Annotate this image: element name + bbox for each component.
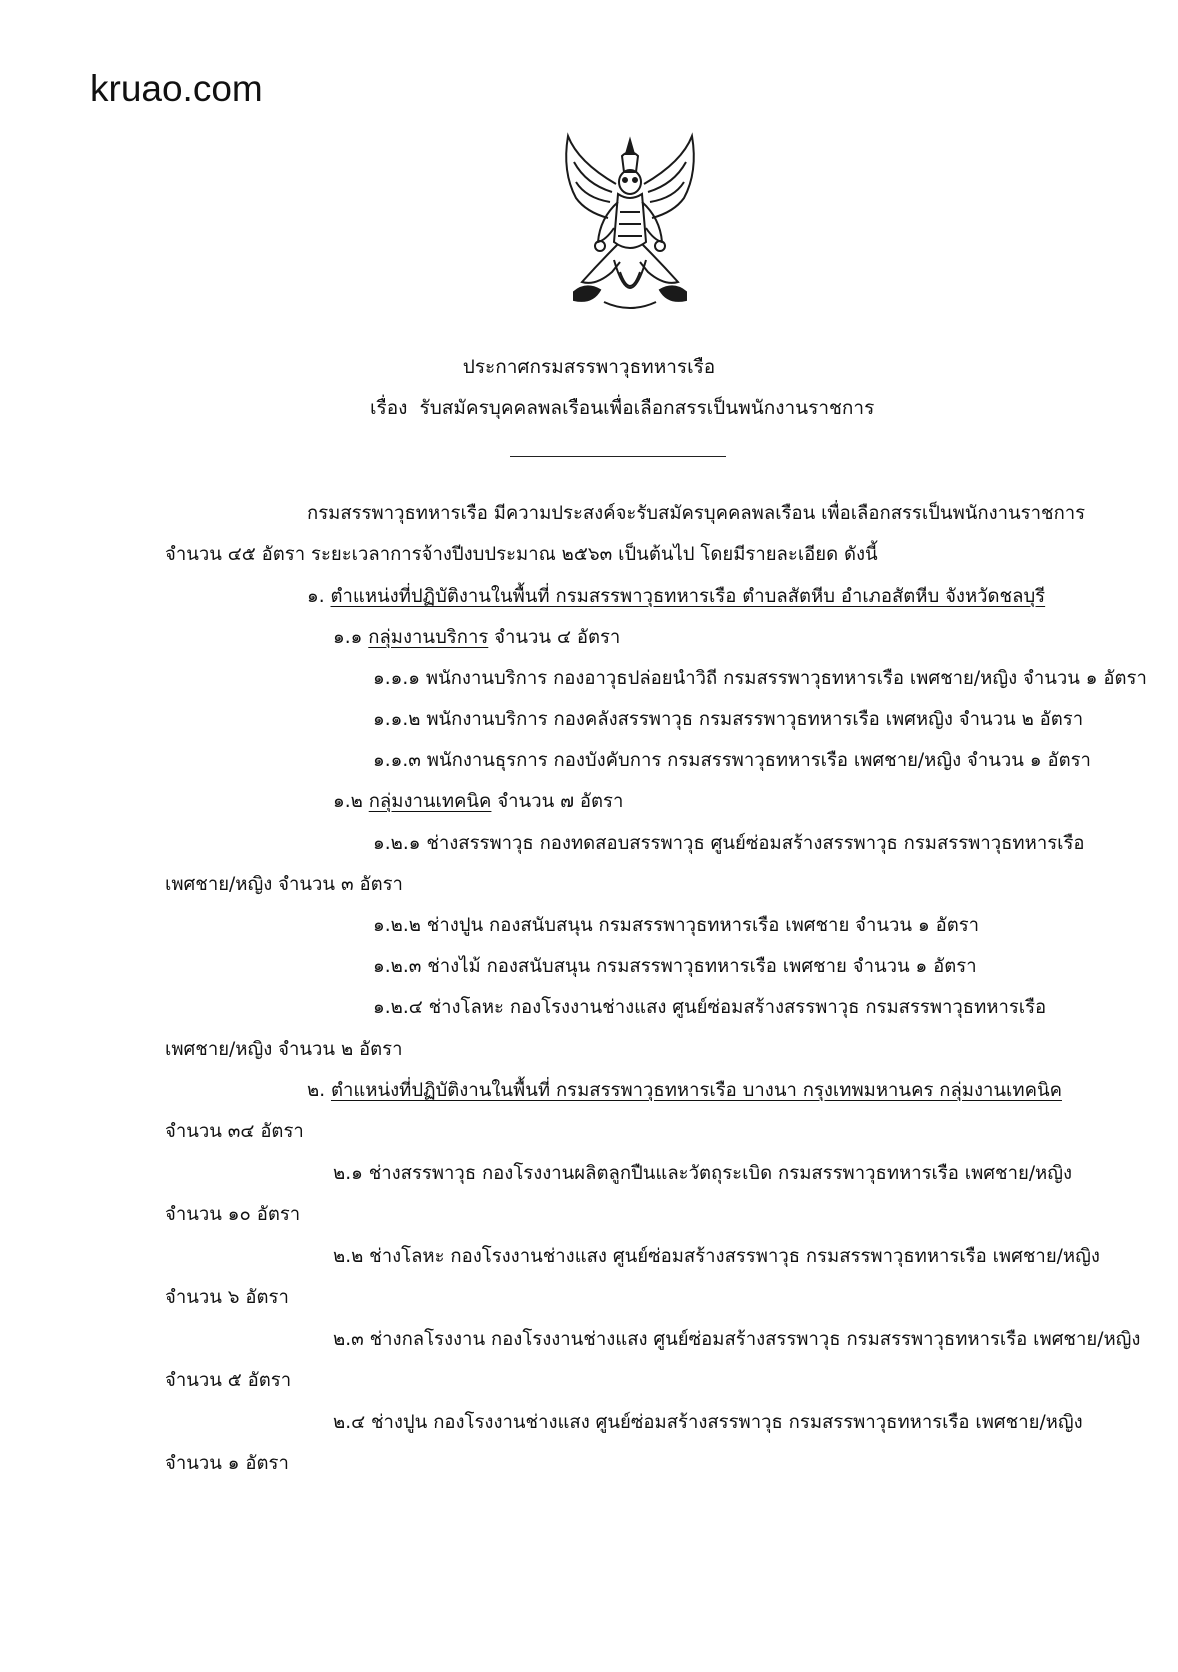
title-divider	[510, 456, 726, 457]
group-1-1-number: ๑.๑	[333, 627, 363, 648]
list-item: ๑.๒.๓ ช่างไม้ กองสนับสนุน กรมสรรพาวุธทหารเรือ เพศชาย จำนวน ๑ อัตรา	[373, 956, 977, 977]
section-1-number: ๑.	[307, 586, 325, 607]
list-item-continuation: จำนวน ๑๐ อัตรา	[165, 1204, 301, 1225]
list-item: ๑.๑.๓ พนักงานธุรการ กองบังคับการ กรมสรรพาวุธทหารเรือ เพศชาย/หญิง จำนวน ๑ อัตรา	[373, 750, 1091, 771]
list-item: ๑.๑.๑ พนักงานบริการ กองอาวุธปล่อยนำวิถี กรมสรรพาวุธทหารเรือ เพศชาย/หญิง จำนวน ๑ อัตรา	[373, 668, 1147, 689]
section-1-heading	[307, 582, 1045, 611]
section-2-heading	[307, 1076, 1062, 1105]
site-watermark: kruao.com	[90, 68, 263, 109]
subject-text: รับสมัครบุคคลพลเรือนเพื่อเลือกสรรเป็นพนักงานราชการ	[419, 397, 875, 419]
intro-line-1: กรมสรรพาวุธทหารเรือ มีความประสงค์จะรับสมัครบุคคลพลเรือน เพื่อเลือกสรรเป็นพนักงานราชการ	[307, 503, 1086, 524]
announcement-subject	[370, 393, 874, 423]
announcement-title: ประกาศกรมสรรพาวุธทหารเรือ	[462, 356, 716, 378]
subject-label: เรื่อง	[370, 397, 408, 419]
group-1-2-name: กลุ่มงานเทคนิค	[368, 791, 492, 812]
intro-line-2: จำนวน ๔๕ อัตรา ระยะเวลาการจ้างปีงบประมาณ ๒๕๖๓ เป็นต้นไป โดยมีรายละเอียด ดังนี้	[165, 544, 878, 565]
group-1-1-heading	[333, 623, 620, 652]
section-2-count: จำนวน ๓๔ อัตรา	[165, 1121, 304, 1142]
list-item: ๑.๒.๑ ช่างสรรพาวุธ กองทดสอบสรรพาวุธ ศูนย์ซ่อมสร้างสรรพาวุธ กรมสรรพาวุธทหารเรือ	[373, 833, 1085, 854]
list-item-continuation: จำนวน ๕ อัตรา	[165, 1370, 292, 1391]
group-1-2-count: จำนวน ๗ อัตรา	[497, 791, 624, 812]
group-1-1-count: จำนวน ๔ อัตรา	[494, 627, 621, 648]
list-item: ๒.๒ ช่างโลหะ กองโรงงานช่างแสง ศูนย์ซ่อมสร้างสรรพาวุธ กรมสรรพาวุธทหารเรือ เพศชาย/หญิง	[333, 1246, 1100, 1267]
list-item: ๒.๑ ช่างสรรพาวุธ กองโรงงานผลิตลูกปืนและวัตถุระเบิด กรมสรรพาวุธทหารเรือ เพศชาย/หญิง	[333, 1163, 1073, 1184]
group-1-2-heading	[333, 787, 623, 816]
section-1-title: ตำแหน่งที่ปฏิบัติงานในพื้นที่ กรมสรรพาวุธทหารเรือ ตำบลสัตหีบ อำเภอสัตหีบ จังหวัดชลบุรี	[330, 586, 1046, 607]
list-item: ๑.๑.๒ พนักงานบริการ กองคลังสรรพาวุธ กรมสรรพาวุธทหารเรือ เพศหญิง จำนวน ๒ อัตรา	[373, 709, 1084, 730]
group-1-2-number: ๑.๒	[333, 791, 363, 812]
list-item: ๑.๒.๔ ช่างโลหะ กองโรงงานช่างแสง ศูนย์ซ่อมสร้างสรรพาวุธ กรมสรรพาวุธทหารเรือ	[373, 997, 1047, 1018]
group-1-1-name: กลุ่มงานบริการ	[368, 627, 489, 648]
section-2-title: ตำแหน่งที่ปฏิบัติงานในพื้นที่ กรมสรรพาวุธทหารเรือ บางนา กรุงเทพมหานคร กลุ่มงานเทคนิค	[330, 1080, 1062, 1101]
list-item: ๒.๓ ช่างกลโรงงาน กองโรงงานช่างแสง ศูนย์ซ่อมสร้างสรรพาวุธ กรมสรรพาวุธทหารเรือ เพศชาย/หญิง	[333, 1329, 1141, 1350]
section-2-number: ๒.	[307, 1080, 326, 1101]
list-item-continuation: จำนวน ๖ อัตรา	[165, 1287, 289, 1308]
list-item-continuation: จำนวน ๑ อัตรา	[165, 1453, 289, 1474]
list-item-continuation: เพศชาย/หญิง จำนวน ๒ อัตรา	[165, 1039, 403, 1060]
list-item: ๑.๒.๒ ช่างปูน กองสนับสนุน กรมสรรพาวุธทหารเรือ เพศชาย จำนวน ๑ อัตรา	[373, 915, 980, 936]
list-item: ๒.๔ ช่างปูน กองโรงงานช่างแสง ศูนย์ซ่อมสร้างสรรพาวุธ กรมสรรพาวุธทหารเรือ เพศชาย/หญิง	[333, 1412, 1083, 1433]
list-item-continuation: เพศชาย/หญิง จำนวน ๓ อัตรา	[165, 874, 403, 895]
garuda-emblem-icon	[556, 132, 704, 318]
